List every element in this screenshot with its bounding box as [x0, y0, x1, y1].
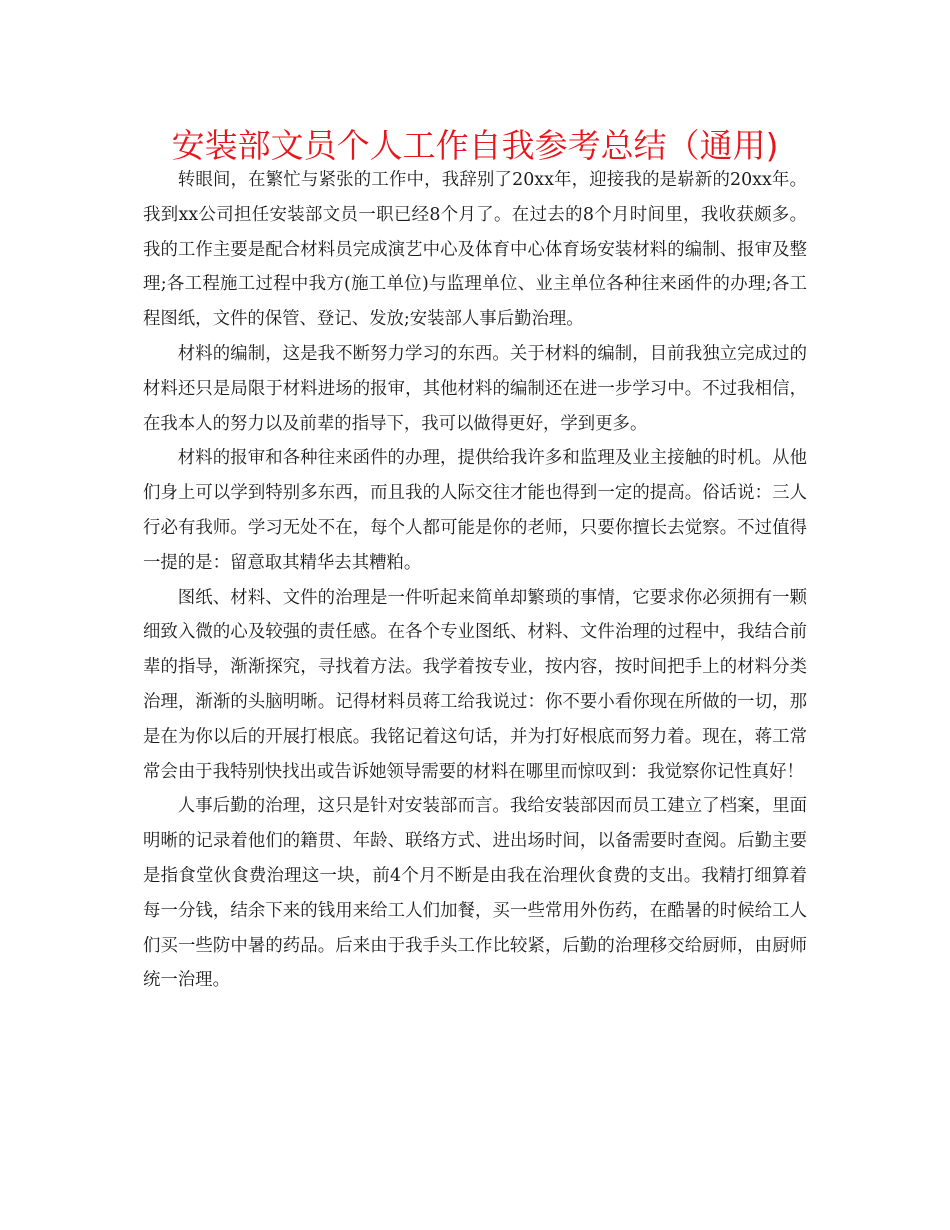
paragraph-document-management: 图纸、材料、文件的治理是一件听起来简单却繁琐的事情，它要求你必须拥有一颗细致入微的心及较强的责任感。在各个专业图纸、材料、文件治理的过程中，我结合前辈的指导，渐渐探究，寻找着方法。我学着按专业，按内容，按时间把手上的材料分类治理，渐渐的头脑明晰。记得材料员蒋工给我说过：你不要小看你现在所做的一切，那是在为你以后的开展打根底。我铭记着这句话，并为打好根底而努力着。现在，蒋工常常会由于我特别快找出或告诉她领导需要的材料在哪里而惊叹到：我觉察你记性真好！ — [143, 587, 807, 782]
document-body — [143, 163, 807, 998]
document-title: 安装部文员个人工作自我参考总结（通用) — [171, 126, 779, 165]
paragraph-material-compilation: 材料的编制，这是我不断努力学习的东西。关于材料的编制，目前我独立完成过的材料还只是局限于材料进场的报审，其他材料的编制还在进一步学习中。不过我相信，在我本人的努力以及前辈的指导下，我可以做得更好，学到更多。 — [143, 343, 807, 434]
paragraph-intro: 转眼间，在繁忙与紧张的工作中，我辞别了20xx年，迎接我的是崭新的20xx年。我到xx公司担任安装部文员一职已经8个月了。在过去的8个月时间里，我收获颇多。我的工作主要是配合材料员完成演艺中心及体育中心体育场安装材料的编制、报审及整理;各工程施工过程中我方(施工单位)与监理单位、业主单位各种往来函件的办理;各工程图纸，文件的保管、登记、发放;安装部人事后勤治理。 — [143, 170, 807, 330]
paragraph-personnel-logistics: 人事后勤的治理，这只是针对安装部而言。我给安装部因而员工建立了档案，里面明晰的记录着他们的籍贯、年龄、联络方式、进出场时间，以备需要时查阅。后勤主要是指食堂伙食费治理这一块，前4个月不断是由我在治理伙食费的支出。我精打细算着每一分钱，结余下来的钱用来给工人们加餐，买一些常用外伤药，在酷暑的时候给工人们买一些防中暑的药品。后来由于我手头工作比较紧，后勤的治理移交给厨师，由厨师统一治理。 — [143, 796, 807, 991]
paragraph-approval-correspondence: 材料的报审和各种往来函件的办理，提供给我许多和监理及业主接触的时机。从他们身上可以学到特别多东西，而且我的人际交往才能也得到一定的提高。俗话说：三人行必有我师。学习无处不在，每个人都可能是你的老师，只要你擅长去觉察。不过值得一提的是：留意取其精华去其糟粕。 — [143, 448, 807, 573]
